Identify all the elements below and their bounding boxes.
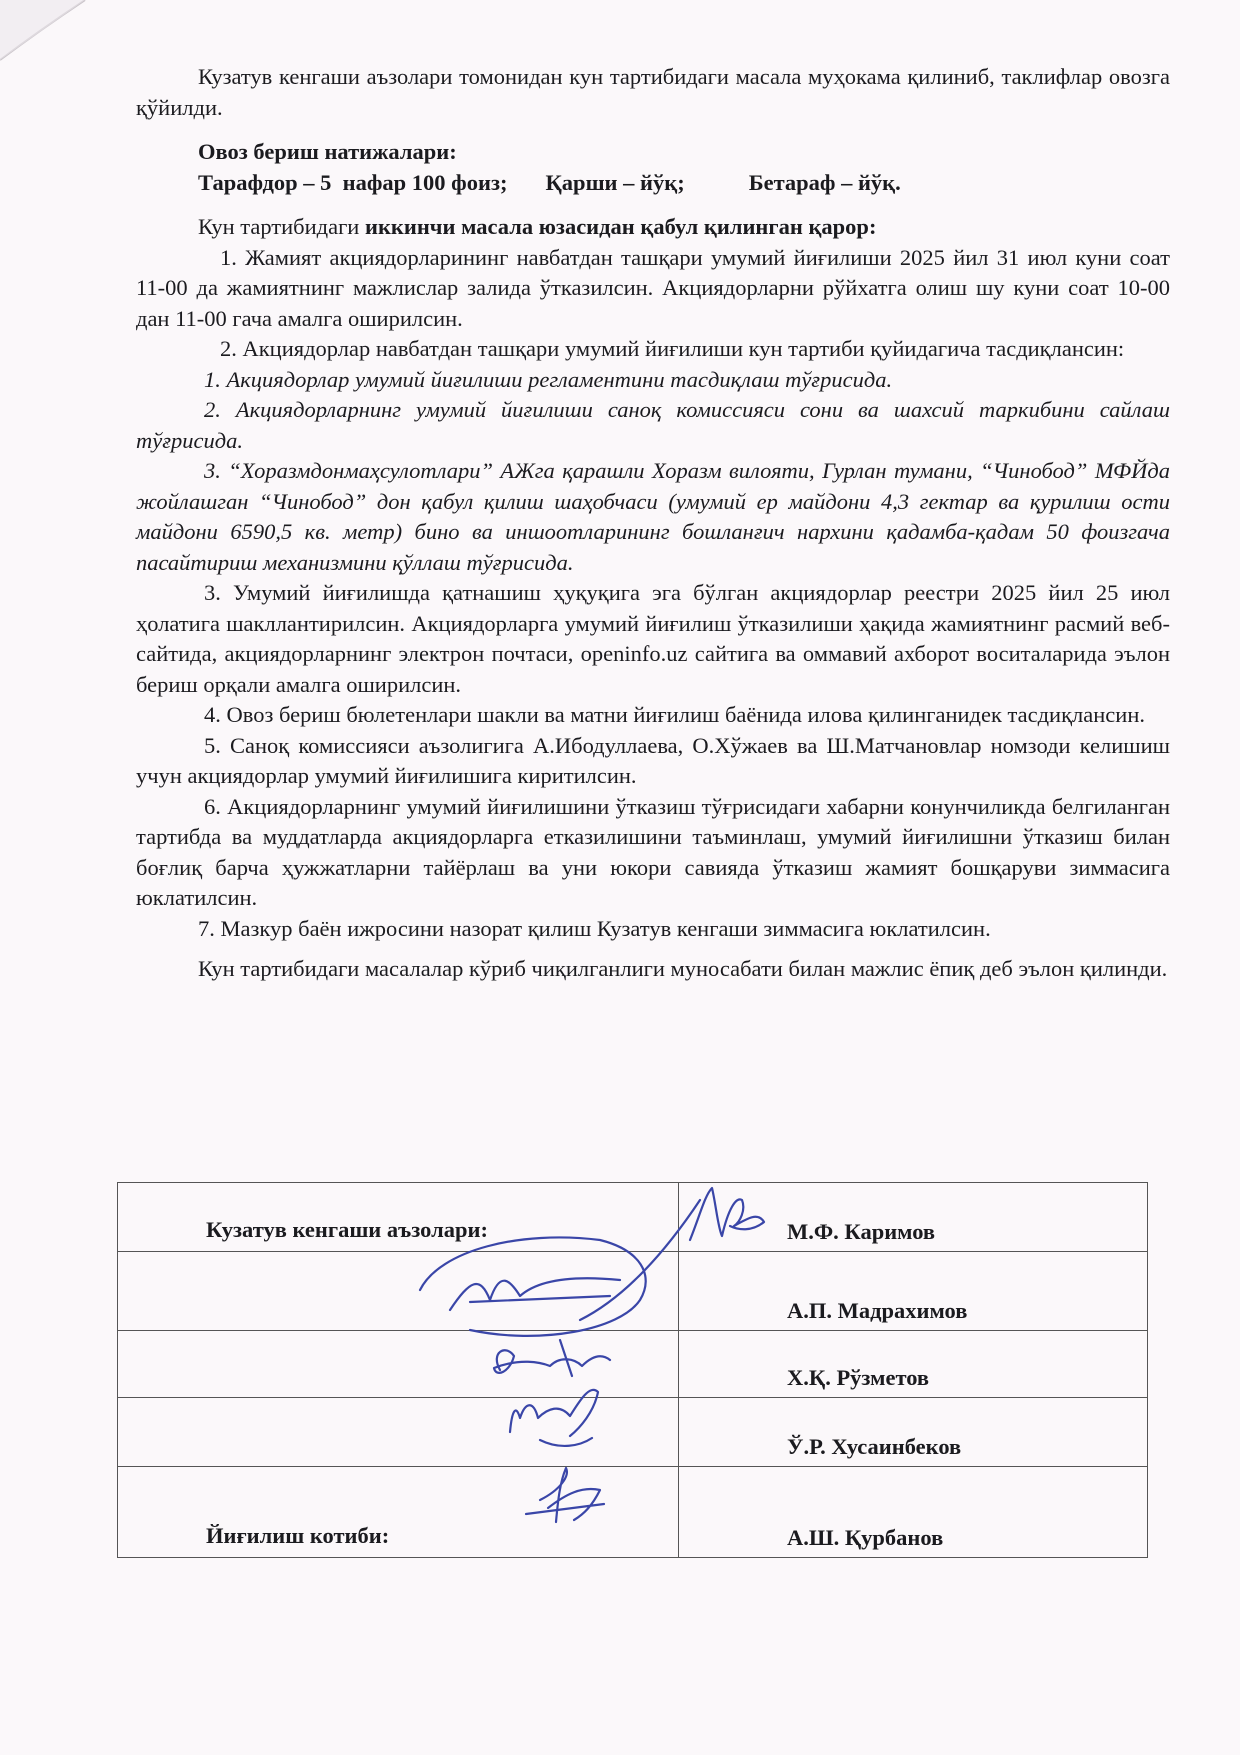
vote-for: Тарафдор – 5 нафар 100 фоиз; (198, 169, 508, 195)
decision-item-2: 2. Акциядорлар навбатдан ташқари умумий йиғилиши кун тартиби қуйидагича тасдиқлансин: (220, 336, 1125, 361)
decision-item-6: 6. Акциядорларнинг умумий йиғилишини ўтказиш тўғрисидаги хабарни конунчиликда белгиланган тартибда ва муддатларда акциядорларга етказилишини таъминлаш, умумий йиғилишни ўтказиш билан боғлиқ барча ҳужжатларни тайёрлаш ва уни юкори савияда ўтказиш жамият бошқаруви зиммасига юклатилсин. (136, 793, 1170, 910)
agenda-item-1: 1. Акциядорлар умумий йиғилиши регламентини тасдиқлаш тўғрисида. (204, 366, 893, 392)
decision-heading (136, 212, 1170, 243)
vote-abstain: Бетараф – йўқ. (748, 169, 901, 195)
closing-paragraph: Кун тартибидаги масалалар кўриб чиқилганлиги муносабати билан мажлис ёпиқ деб эълон қилинди. (198, 956, 1168, 981)
signatory-name: М.Ф. Каримов (679, 1183, 1148, 1252)
agenda-item-2: 2. Акциядорларнинг умумий йиғилиши саноқ комиссияси сони ва шахсий таркибини сайлаш тўғрисида. (136, 397, 1170, 453)
signatory-name: А.П. Мадрахимов (679, 1252, 1148, 1331)
signature-row (118, 1467, 1148, 1558)
signatory-name: А.Ш. Қурбанов (679, 1467, 1148, 1558)
board-members-label: Кузатув кенгаши аъзолари: (206, 1217, 488, 1242)
signature-row (118, 1331, 1148, 1398)
vote-results-row (136, 168, 1170, 199)
signatory-name: Х.Қ. Рўзметов (679, 1331, 1148, 1398)
agenda-item-3: 3. “Хоразмдонмаҳсулотлари” АЖга қарашли Хоразм вилояти, Гурлан тумани, “Чинобод” МФЙда жойлашган “Чинобод” дон қабул қилиш шаҳобчаси (умумий ер майдони 4,3 гектар ва қурилиш ости майдони 6590,5 кв. метр) бино ва иншоотларининг бошланғич нархини қадамба-қадам 50 фоизгача пасайтириш механизмини қўллаш тўғрисида. (136, 458, 1170, 575)
signatory-name: Ў.Р. Хусаинбеков (679, 1398, 1148, 1467)
signature-row (118, 1252, 1148, 1331)
folded-corner-mark (0, 0, 120, 80)
decision-item-1: 1. Жамият акциядорларининг навбатдан ташқари умумий йиғилиши 2025 йил 31 июл куни соат 11-00 да жамиятнинг мажлислар залида ўтказилсин. Акциядорларни рўйхатга олиш шу куни соат 10-00 дан 11-00 гача амалга оширилсин. (136, 244, 1170, 331)
decision-item-3: 3. Умумий йиғилишда қатнашиш ҳуқуқига эга бўлган акциядорлар реестри 2025 йил 25 июл ҳолатига шакллантирилсин. Акциядорларга умумий йиғилиш ўтказилиши ҳақида жамиятнинг расмий веб-сайтида, акциядорларнинг электрон почтаси, openinfo.uz сайтига ва оммавий ахборот воситаларида эълон бериш орқали амалга оширилсин. (136, 580, 1170, 697)
decision-prefix: Кун тартибидаги (198, 214, 365, 239)
vote-against: Қарши – йўқ; (545, 169, 685, 195)
signature-row (118, 1183, 1148, 1252)
signature-table (117, 1182, 1148, 1558)
decision-item-4: 4. Овоз бериш бюлетенлари шакли ва матни йиғилиш баёнида илова қилинганидек тасдиқлансин. (204, 702, 1145, 727)
signature-row (118, 1398, 1148, 1467)
decision-item-7: 7. Мазкур баён ижросини назорат қилиш Кузатув кенгаши зиммасига юклатилсин. (198, 915, 991, 941)
vote-results-title: Овоз бериш натижалари: (198, 139, 457, 164)
document-body (136, 62, 1170, 985)
secretary-label: Йиғилиш котиби: (206, 1523, 390, 1548)
intro-paragraph: Кузатув кенгаши аъзолари томонидан кун тартибидаги масала муҳокама қилиниб, таклифлар овозга қўйилди. (136, 64, 1170, 120)
decision-bold: иккинчи масала юзасидан қабул қилинган қарор: (364, 214, 877, 239)
decision-item-5: 5. Саноқ комиссияси аъзолигига А.Ибодуллаева, О.Хўжаев ва Ш.Матчановлар номзоди келишиш учун акциядорлар умумий йиғилишига киритилсин. (136, 732, 1170, 788)
